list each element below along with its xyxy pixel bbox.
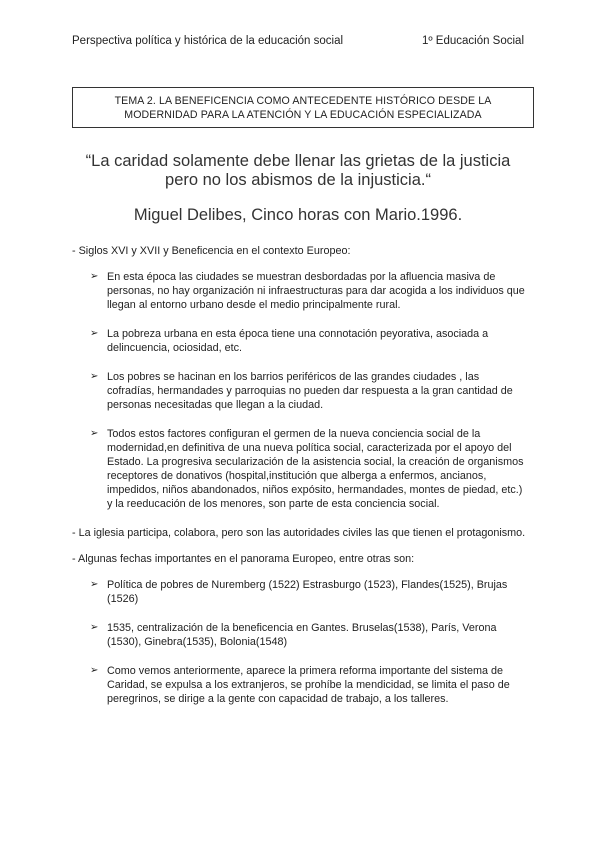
list-item <box>72 270 528 312</box>
topic-title-box <box>72 87 534 128</box>
arrow-bullet-icon: ➢ <box>90 371 99 382</box>
arrow-bullet-icon: ➢ <box>90 665 99 676</box>
list-item-text: Todos estos factores configuran el germen de la nueva conciencia social de la modernidad,en definitiva de una nueva política social, caracterizada por el apoyo del Estado. La progresiva secularización de la asistencia social, la creación de organismos receptores de donativos (hospital,institución que alberga a enfermos, ancianos, impedidos, niños abandonados, niños expósito, hermandades, montes de piedad, etc.) y la reeducación de los menores, son parte de esta conciencia social. <box>107 428 524 510</box>
list-item <box>72 327 528 355</box>
arrow-bullet-icon: ➢ <box>90 328 99 339</box>
epigraph-quote <box>72 152 524 190</box>
bullet-list-fechas <box>72 578 528 706</box>
topic-title-line-2: MODERNIDAD PARA LA ATENCIÓN Y LA EDUCACIÓN ESPECIALIZADA <box>124 109 482 121</box>
list-item <box>72 621 528 649</box>
quote-author: Miguel Delibes, Cinco horas con Mario.1996. <box>133 206 463 224</box>
arrow-bullet-icon: ➢ <box>90 271 99 282</box>
document-body <box>72 244 528 721</box>
section-heading-siglos: - Siglos XVI y XVII y Beneficencia en el contexto Europeo: <box>72 245 351 257</box>
list-item-text: La pobreza urbana en esta época tiene una connotación peyorativa, asociada a delincuencia, ociosidad, etc. <box>107 328 489 354</box>
list-item <box>72 664 528 706</box>
list-item <box>72 427 528 511</box>
section-heading-fechas: - Algunas fechas importantes en el panorama Europeo, entre otras son: <box>72 553 415 565</box>
list-item-text: Política de pobres de Nuremberg (1522) Estrasburgo (1523), Flandes(1525), Brujas (1526) <box>107 579 508 605</box>
quote-line-1: “La caridad solamente debe llenar las grietas de la justicia <box>85 152 511 170</box>
page-header <box>72 35 524 47</box>
list-item-text: En esta época las ciudades se muestran desbordadas por la afluencia masiva de personas, no hay organización ni infraestructuras para dar acogida a los individuos que llegan al entorno urbano desde el medio principalmente rural. <box>107 271 525 311</box>
header-course-level: 1º Educación Social <box>421 35 524 47</box>
list-item-text: 1535, centralización de la beneficencia en Gantes. Bruselas(1538), París, Verona (1530), Ginebra(1535), Bolonia(1548) <box>107 622 497 648</box>
bullet-list-siglos <box>72 270 528 511</box>
paragraph-iglesia: - La iglesia participa, colabora, pero son las autoridades civiles las que tienen el protagonismo. <box>72 527 526 539</box>
list-item <box>72 370 528 412</box>
arrow-bullet-icon: ➢ <box>90 428 99 439</box>
arrow-bullet-icon: ➢ <box>90 622 99 633</box>
quote-line-2: pero no los abismos de la injusticia.“ <box>165 171 431 189</box>
list-item-text: Como vemos anteriormente, aparece la primera reforma importante del sistema de Caridad, se expulsa a los extranjeros, se prohíbe la mendicidad, se limita el paso de peregrinos, se dirige a la gente con capacidad de trabajo, a los talleres. <box>107 665 510 705</box>
header-course-title: Perspectiva política y histórica de la educación social <box>72 35 344 47</box>
arrow-bullet-icon: ➢ <box>90 579 99 590</box>
topic-title-line-1: TEMA 2. LA BENEFICENCIA COMO ANTECEDENTE HISTÓRICO DESDE LA <box>114 95 492 107</box>
list-item-text: Los pobres se hacinan en los barrios periféricos de las grandes ciudades , las cofradías, hermandades y parroquias no pueden dar respuesta a la gran cantidad de personas necesitadas que llegan a la ciudad. <box>107 371 513 411</box>
list-item <box>72 578 528 606</box>
